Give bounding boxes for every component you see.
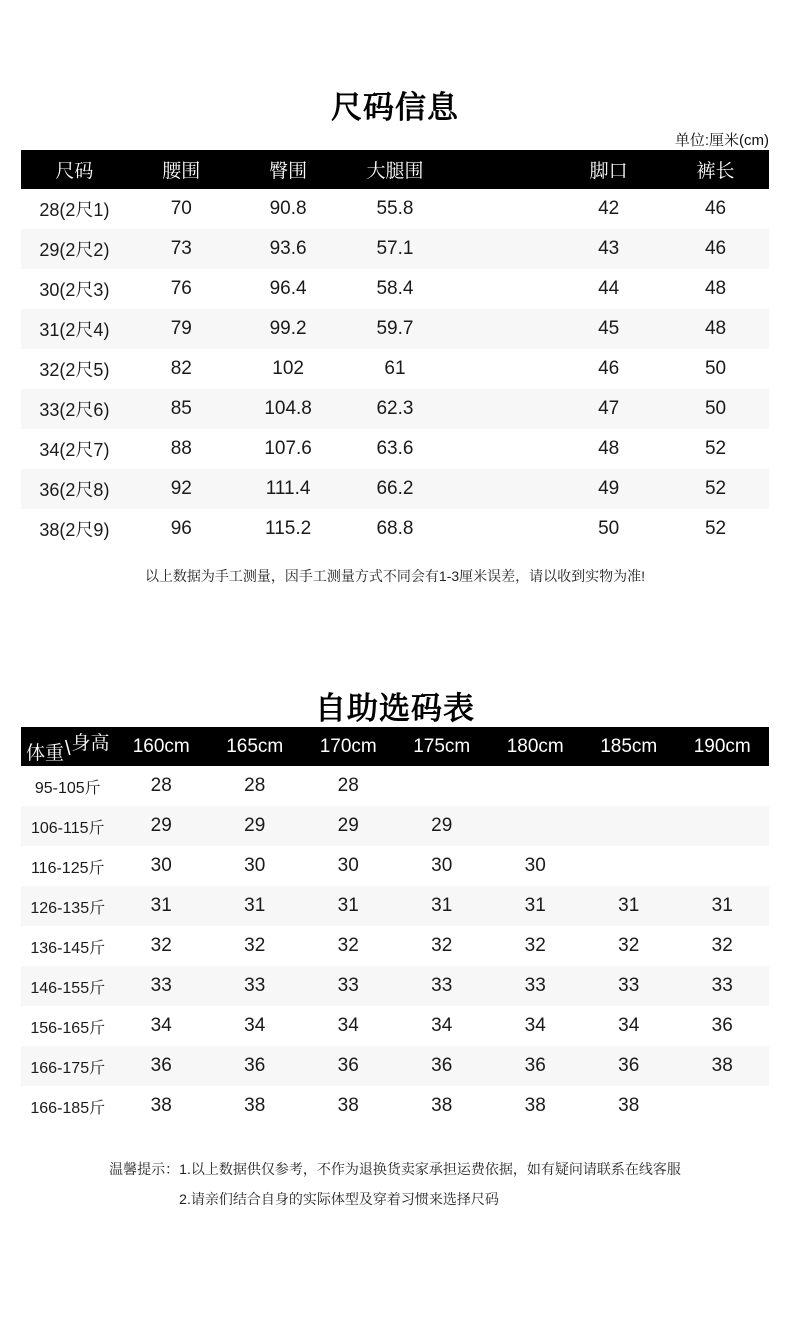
size-cell: 52 [704, 478, 727, 499]
selection-cell: 38 [337, 1095, 359, 1116]
selection-cell: 34 [244, 1015, 266, 1036]
size-cell: 55.8 [376, 198, 414, 219]
selection-cell: 28 [337, 775, 359, 796]
selection-cell [582, 806, 676, 846]
size-cell: 61 [384, 358, 406, 379]
selection-cell: 32 [337, 935, 359, 956]
selection-cell: 36 [524, 1055, 546, 1076]
selection-row [21, 886, 769, 926]
size-cell [448, 429, 555, 469]
size-info-header-cell: 尺码 [21, 150, 128, 189]
selection-cell [489, 766, 583, 806]
height-label: 身高 [71, 733, 110, 754]
size-row-label: 36(2尺8) [39, 480, 110, 500]
size-info-row [21, 389, 769, 429]
size-cell: 92 [170, 478, 192, 499]
selection-cell: 30 [431, 855, 453, 876]
size-cell: 104.8 [264, 398, 312, 419]
size-cell: 46 [704, 238, 727, 259]
selection-cell: 31 [618, 895, 640, 916]
selection-cell: 34 [618, 1015, 640, 1036]
selection-cell: 36 [244, 1055, 266, 1076]
size-cell: 46 [598, 358, 620, 379]
size-cell: 59.7 [376, 318, 414, 339]
size-row-label: 32(2尺5) [39, 360, 110, 380]
selection-cell: 36 [431, 1055, 453, 1076]
height-header-cell: 170cm [302, 727, 396, 766]
selection-cell [676, 806, 770, 846]
size-cell [448, 389, 555, 429]
size-cell: 82 [170, 358, 192, 379]
selection-cell [395, 766, 489, 806]
size-info-header-cell: 大腿围 [342, 150, 449, 189]
selection-cell: 38 [524, 1095, 546, 1116]
size-cell: 88 [170, 438, 192, 459]
weight-height-corner-header [21, 727, 115, 766]
size-cell: 96.4 [269, 278, 307, 299]
selection-cell: 32 [524, 935, 546, 956]
selection-cell: 29 [431, 815, 453, 836]
selection-cell: 32 [618, 935, 640, 956]
selection-cell: 34 [337, 1015, 359, 1036]
size-row-label: 30(2尺3) [39, 280, 110, 300]
size-cell: 73 [170, 238, 192, 259]
size-info-row [21, 469, 769, 509]
selection-row [21, 806, 769, 846]
tips [109, 1154, 681, 1214]
size-cell [448, 469, 555, 509]
selection-cell: 33 [244, 975, 266, 996]
size-cell: 57.1 [376, 238, 414, 259]
selection-cell: 31 [711, 895, 733, 916]
size-cell: 62.3 [376, 398, 414, 419]
size-info-row [21, 189, 769, 229]
size-selection-section [0, 585, 790, 1214]
size-cell: 48 [704, 318, 727, 339]
size-info-row [21, 509, 769, 549]
size-cell: 76 [170, 278, 192, 299]
size-cell: 70 [170, 198, 192, 219]
selection-cell [676, 766, 770, 806]
selection-cell: 38 [431, 1095, 453, 1116]
size-cell [448, 269, 555, 309]
selection-cell: 28 [244, 775, 266, 796]
selection-cell: 30 [337, 855, 359, 876]
size-cell: 47 [598, 398, 620, 419]
selection-cell: 33 [150, 975, 172, 996]
size-info-title: 尺码信息 [331, 90, 459, 125]
weight-range-label: 136-145斤 [30, 939, 106, 957]
selection-cell: 33 [337, 975, 359, 996]
selection-row [21, 846, 769, 886]
weight-range-label: 146-155斤 [30, 979, 106, 997]
selection-body [21, 766, 769, 1126]
size-info-header-cell: 脚口 [555, 150, 662, 189]
size-cell: 96 [170, 518, 192, 539]
size-cell: 102 [272, 358, 304, 379]
height-header-cell: 175cm [395, 727, 489, 766]
size-cell: 79 [170, 318, 192, 339]
size-cell: 93.6 [269, 238, 307, 259]
selection-row [21, 766, 769, 806]
size-cell [448, 349, 555, 389]
size-cell [448, 189, 555, 229]
selection-row [21, 926, 769, 966]
size-info-row [21, 309, 769, 349]
selection-cell: 29 [150, 815, 172, 836]
selection-cell: 36 [618, 1055, 640, 1076]
size-cell: 45 [598, 318, 620, 339]
selection-cell: 28 [150, 775, 172, 796]
size-cell: 63.6 [376, 438, 414, 459]
size-info-header-cell: 裤长 [662, 150, 769, 189]
selection-row [21, 1006, 769, 1046]
size-row-label: 28(2尺1) [39, 200, 110, 220]
unit-note: 单位:厘米(cm) [674, 132, 769, 149]
size-cell: 50 [704, 398, 727, 419]
selection-row [21, 1086, 769, 1126]
size-row-label: 33(2尺6) [39, 400, 110, 420]
size-cell: 48 [704, 278, 727, 299]
selection-cell: 36 [337, 1055, 359, 1076]
size-cell: 85 [170, 398, 192, 419]
selection-cell: 34 [150, 1015, 172, 1036]
selection-cell [676, 846, 770, 886]
selection-cell: 38 [150, 1095, 172, 1116]
selection-cell: 31 [150, 895, 172, 916]
selection-cell: 33 [431, 975, 453, 996]
selection-cell: 30 [524, 855, 546, 876]
selection-cell: 31 [524, 895, 546, 916]
selection-cell: 32 [431, 935, 453, 956]
selection-cell: 29 [244, 815, 266, 836]
size-cell: 46 [704, 198, 727, 219]
selection-cell: 31 [244, 895, 266, 916]
height-header-cell: 185cm [582, 727, 676, 766]
selection-cell [489, 806, 583, 846]
selection-cell: 33 [618, 975, 640, 996]
size-selection-table [21, 727, 769, 1126]
weight-label: 体重 [25, 743, 64, 764]
weight-range-label: 116-125斤 [30, 859, 105, 877]
size-cell: 42 [598, 198, 620, 219]
size-info-section [0, 0, 790, 585]
size-cell: 68.8 [376, 518, 414, 539]
diagonal-slash: \ [64, 738, 71, 760]
selection-cell: 33 [524, 975, 546, 996]
selection-cell: 33 [711, 975, 733, 996]
selection-cell: 38 [711, 1055, 733, 1076]
size-cell: 111.4 [265, 478, 311, 499]
size-info-header-cell: 腰围 [128, 150, 235, 189]
selection-cell: 31 [337, 895, 359, 916]
size-cell: 44 [598, 278, 620, 299]
selection-cell: 34 [431, 1015, 453, 1036]
size-cell: 50 [704, 358, 727, 379]
size-cell: 66.2 [376, 478, 414, 499]
selection-cell: 30 [244, 855, 266, 876]
selection-cell: 31 [431, 895, 453, 916]
size-selection-title: 自助选码表 [315, 691, 475, 726]
weight-range-label: 106-115斤 [30, 819, 105, 837]
size-cell [448, 309, 555, 349]
size-info-header-row [21, 150, 769, 189]
size-row-label: 31(2尺4) [39, 320, 110, 340]
size-info-row [21, 229, 769, 269]
size-cell: 52 [704, 438, 727, 459]
selection-cell [676, 1086, 770, 1126]
size-row-label: 34(2尺7) [39, 440, 110, 460]
selection-cell: 32 [244, 935, 266, 956]
size-row-label: 38(2尺9) [39, 520, 110, 540]
selection-cell: 36 [711, 1015, 733, 1036]
selection-cell: 30 [150, 855, 172, 876]
tips-line-1: 温馨提示：1.以上数据供仅参考，不作为退换货卖家承担运费依据，如有疑问请联系在线客服 [109, 1161, 681, 1177]
size-info-row [21, 269, 769, 309]
selection-cell [582, 846, 676, 886]
size-row-label: 29(2尺2) [39, 240, 110, 260]
height-header-cell: 165cm [208, 727, 302, 766]
size-cell [448, 229, 555, 269]
selection-cell: 38 [618, 1095, 640, 1116]
size-info-row [21, 429, 769, 469]
selection-cell: 32 [150, 935, 172, 956]
selection-cell: 32 [711, 935, 733, 956]
selection-cell: 38 [244, 1095, 266, 1116]
selection-cell: 36 [150, 1055, 172, 1076]
weight-range-label: 156-165斤 [30, 1019, 106, 1037]
height-header-cell: 190cm [676, 727, 770, 766]
selection-row [21, 966, 769, 1006]
weight-range-label: 166-185斤 [30, 1099, 106, 1117]
weight-range-label: 95-105斤 [34, 779, 101, 797]
tips-area [0, 1154, 790, 1214]
size-cell: 48 [598, 438, 620, 459]
selection-cell: 29 [337, 815, 359, 836]
size-info-row [21, 349, 769, 389]
height-header-cell: 180cm [489, 727, 583, 766]
size-cell: 49 [598, 478, 620, 499]
size-cell: 99.2 [269, 318, 307, 339]
size-cell: 50 [598, 518, 620, 539]
size-cell: 107.6 [264, 438, 312, 459]
selection-cell [582, 766, 676, 806]
size-cell: 90.8 [269, 198, 307, 219]
size-cell: 52 [704, 518, 727, 539]
weight-range-label: 166-175斤 [30, 1059, 106, 1077]
size-cell: 58.4 [376, 278, 414, 299]
selection-row [21, 1046, 769, 1086]
size-cell: 115.2 [265, 518, 312, 539]
size-info-table [21, 150, 769, 549]
size-cell: 43 [598, 238, 620, 259]
height-header-cell: 160cm [115, 727, 209, 766]
size-cell [448, 509, 555, 549]
selection-cell: 34 [524, 1015, 546, 1036]
size-info-header-cell [448, 150, 555, 189]
weight-range-label: 126-135斤 [30, 899, 106, 917]
tips-line-2: 2.请亲们结合自身的实际体型及穿着习惯来选择尺码 [179, 1191, 499, 1207]
size-info-header-cell: 臀围 [235, 150, 342, 189]
selection-header-row [21, 727, 769, 766]
measurement-note: 以上数据为手工测量，因手工测量方式不同会有1-3厘米误差，请以收到实物为准! [144, 568, 646, 584]
size-info-body [21, 189, 769, 549]
